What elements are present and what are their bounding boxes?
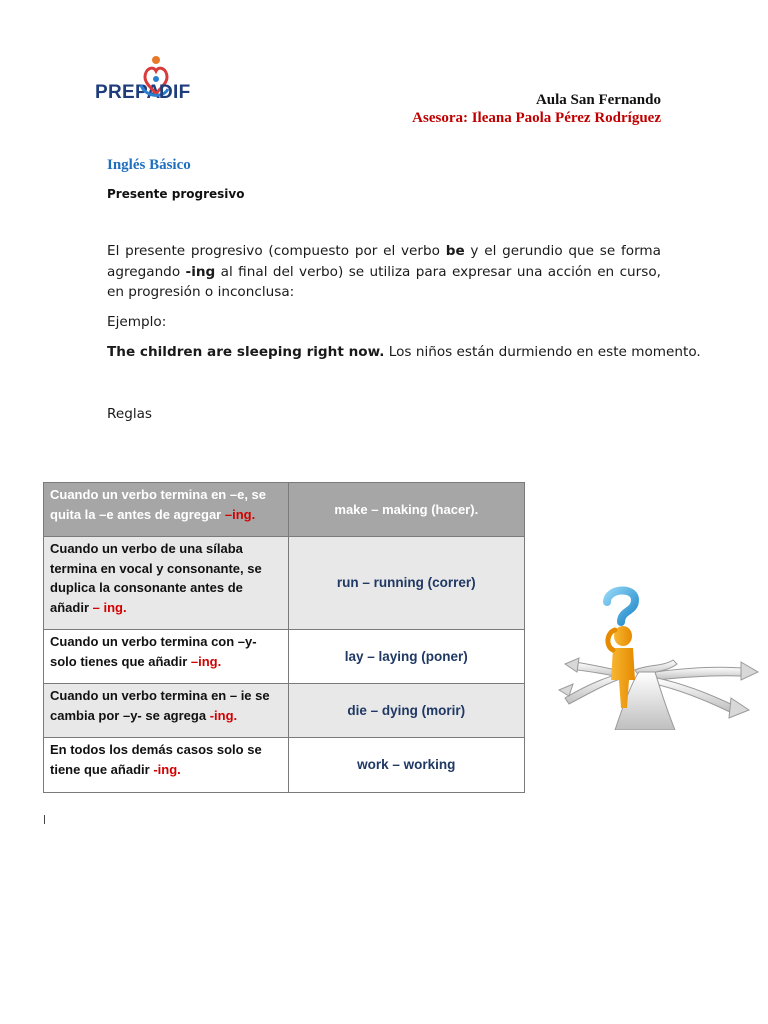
table-row xyxy=(44,483,525,537)
table-row xyxy=(44,684,525,738)
subject-title: Inglés Básico xyxy=(107,157,191,173)
advisor-name: Asesora: Ileana Paola Pérez Rodríguez xyxy=(412,110,661,126)
rule-cell: Cuando un verbo termina en – ie se cambia por –y- se agrega -ing. xyxy=(44,684,289,738)
rules-label: Reglas xyxy=(107,406,153,422)
example-cell: work – working xyxy=(288,738,524,793)
topic-title: Presente progresivo xyxy=(107,187,245,201)
example-cell: die – dying (morir) xyxy=(288,684,524,738)
example-sentence xyxy=(107,344,701,360)
table-row xyxy=(44,630,525,684)
example-cell: lay – laying (poner) xyxy=(288,630,524,684)
example-english: The children are sleeping right now. xyxy=(107,344,385,360)
table-row xyxy=(44,738,525,793)
intro-paragraph: El presente progresivo (compuesto por el verbo be y el gerundio que se forma agregando -ing al final del verbo) se utiliza para expresar una acción en curso, en progresión o inconclusa: xyxy=(107,243,661,300)
example-label: Ejemplo: xyxy=(107,314,167,330)
rule-cell: Cuando un verbo termina en –e, se quita la –e antes de agregar –ing. xyxy=(44,483,289,537)
example-cell: make – making (hacer). xyxy=(288,483,524,537)
rule-cell: En todos los demás casos solo se tiene que añadir -ing. xyxy=(44,738,289,793)
logo-text-prepa: PREPA xyxy=(95,82,161,103)
rule-cell: Cuando un verbo de una sílaba termina en vocal y consonante, se duplica la consonante antes de añadir – ing. xyxy=(44,537,289,630)
logo-text-dif: DIF xyxy=(159,82,191,103)
example-cell: run – running (correr) xyxy=(288,537,524,630)
text-cursor xyxy=(44,815,45,824)
prepa-dif-logo xyxy=(95,55,205,107)
rule-cell: Cuando un verbo termina con –y- solo tienes que añadir –ing. xyxy=(44,630,289,684)
table-row xyxy=(44,537,525,630)
school-name: Aula San Fernando xyxy=(535,92,661,108)
crossroads-question-icon xyxy=(555,580,760,730)
example-spanish: Los niños están durmiendo en este momento. xyxy=(384,344,701,360)
rules-table xyxy=(43,482,525,793)
